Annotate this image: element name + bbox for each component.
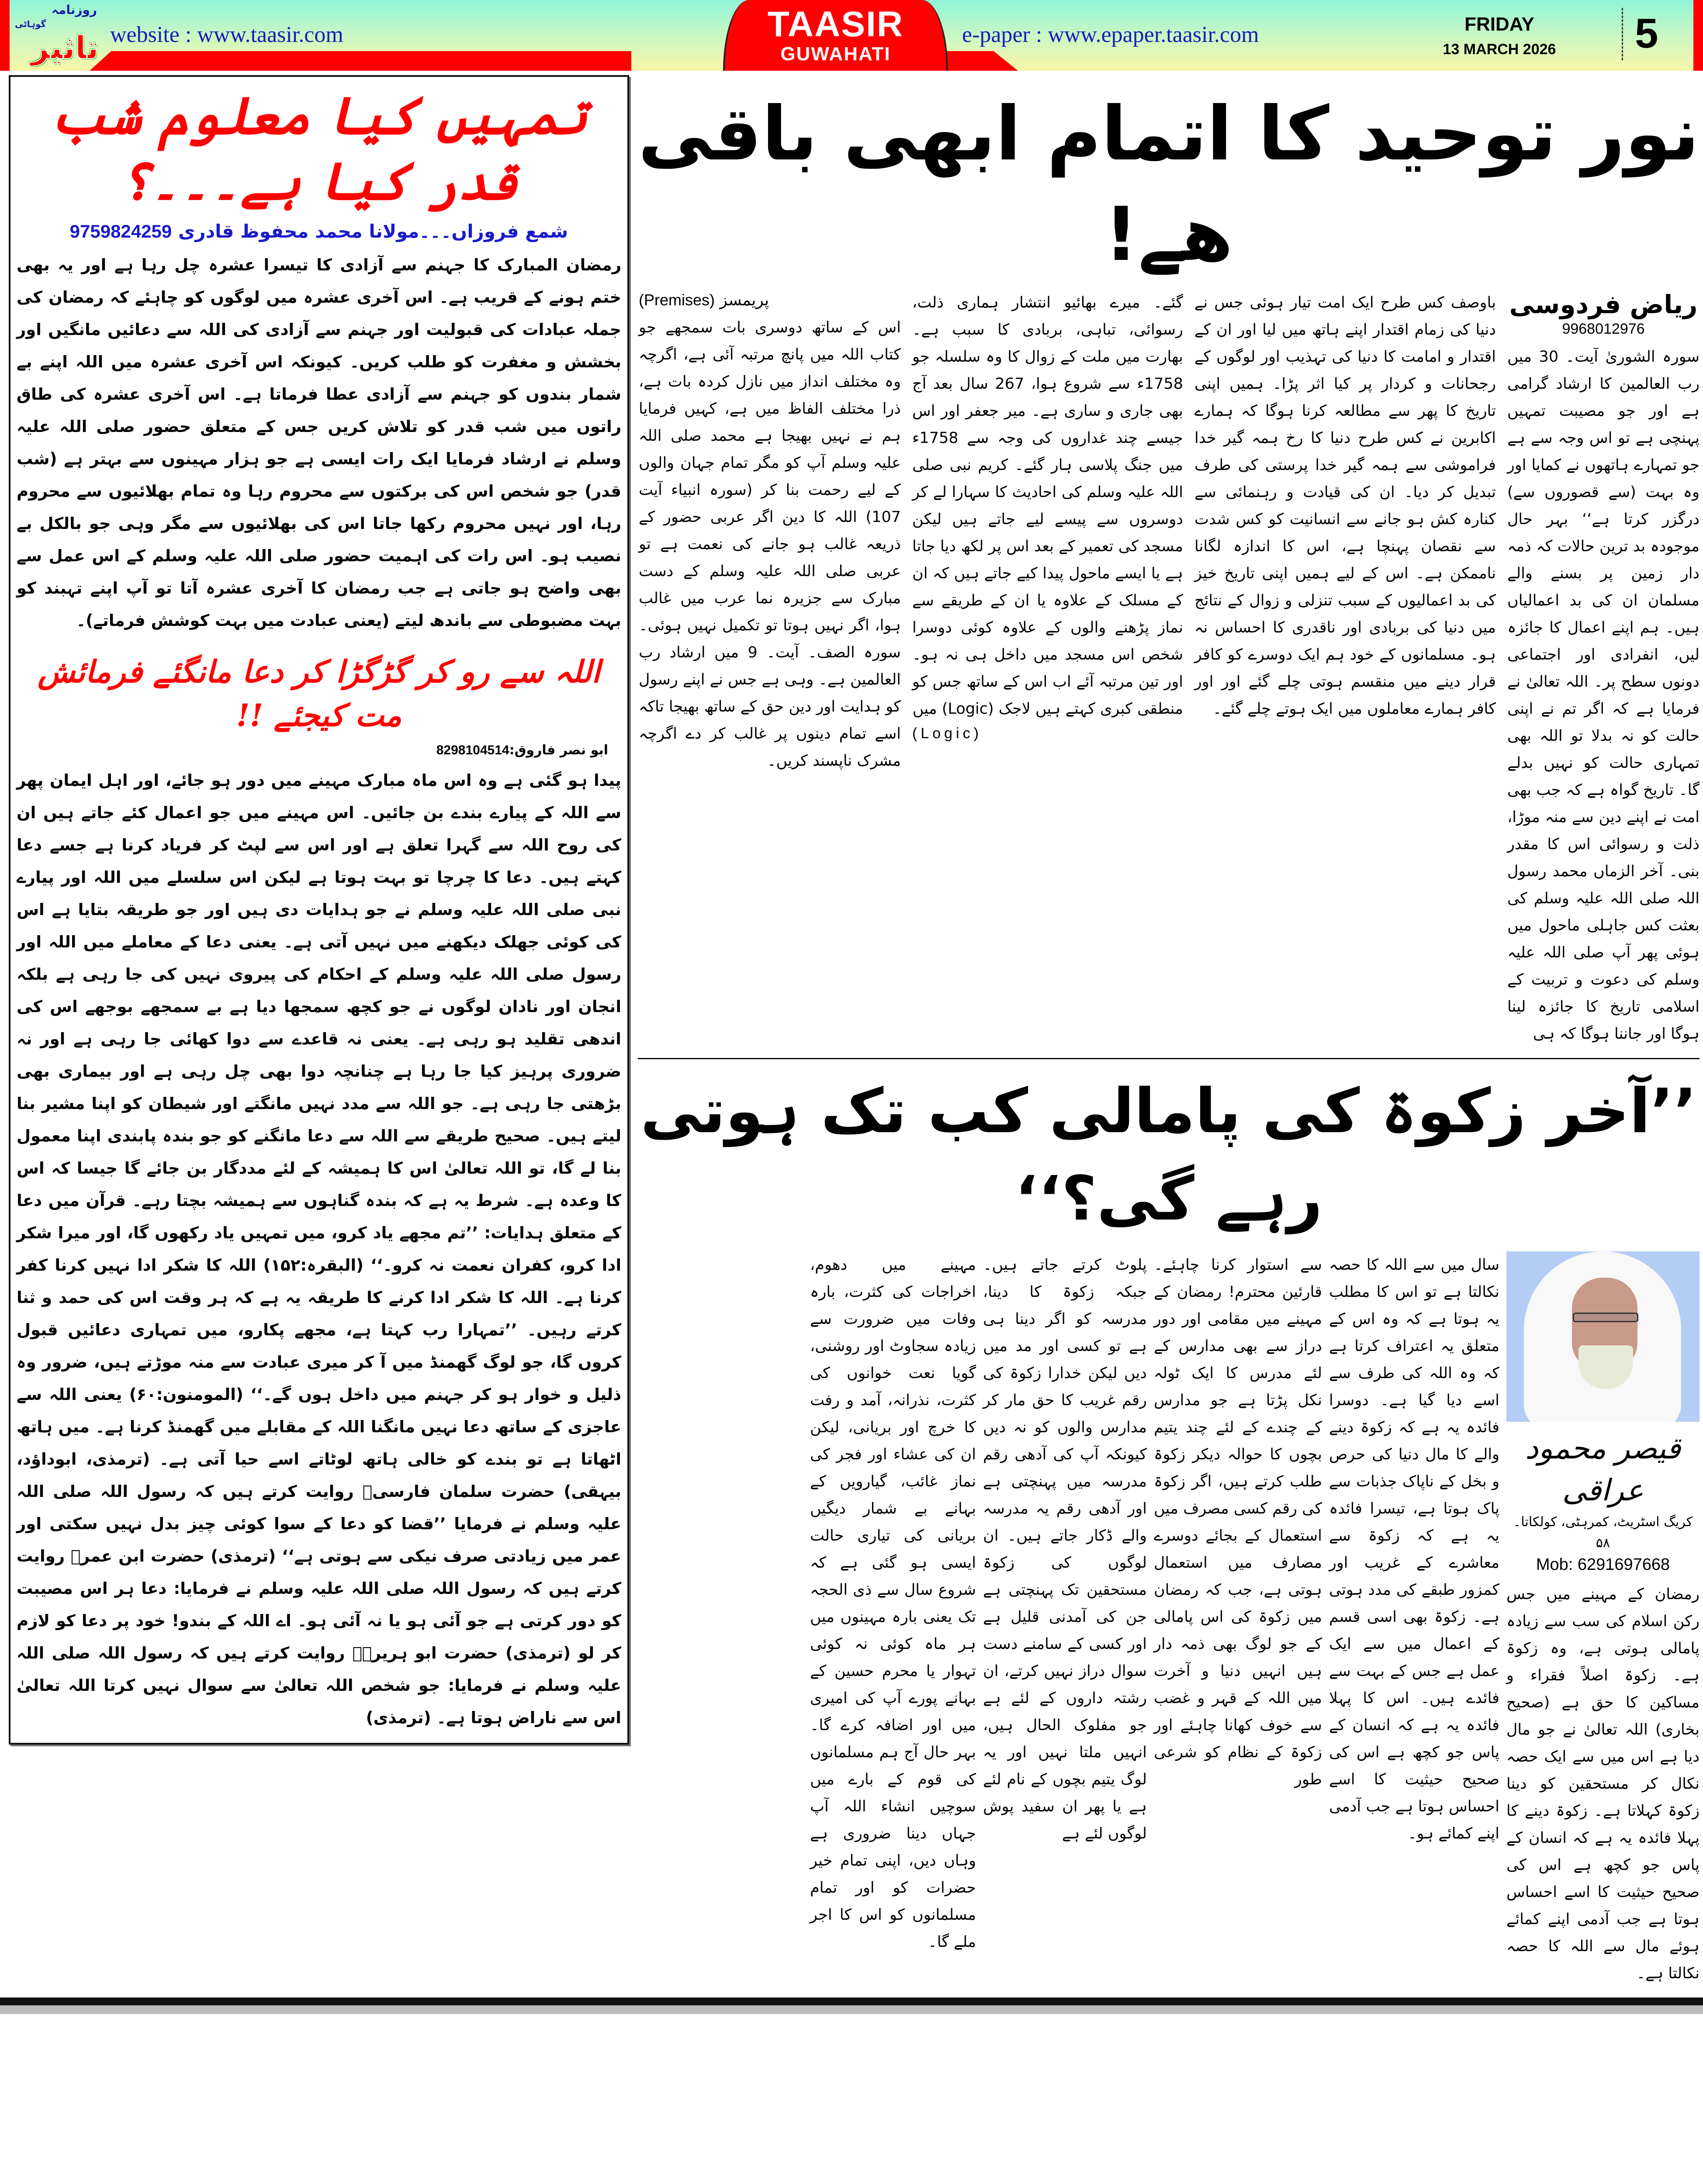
article-2-headline: ’’آخر زکوۃ کی پامالی کب تک ہوتی رہے گی؟‘‘ bbox=[640, 1076, 1697, 1234]
article-1-column-1: سورہ الشوریٰ آیت۔ 30 میں رب العالمین کا ارشاد گرامی ہے اور جو مصیبت تمہیں پہنچی ہے تو اس وجہ سے ہے جو تمہارے ہاتھوں نے کمایا اور وہ بہت (سے قصوروں سے) درگزر کرتا ہے‘‘ بہر حال موجودہ بد ترین حالات کہ ذمہ دار زمین پر بسنے والے مسلمان ان کی بد اعمالیاں ہیں۔ ہم اپنے اعمال کا جائزہ لیں، انفرادی اور اجتماعی دونوں سطح پر۔ اللہ تعالیٰ نے فرمایا ہے کہ اگر تم نے اپنی حالت کو نہ بدلا تو اللہ بھی تمہاری حالت کو نہیں بدلے گا۔ تاریخ گواہ ہے کہ جب بھی امت نے اپنے دین سے منہ موڑا، ذلت و رسوائی اس کا مقدر بنی۔ آخر الزماں محمد رسول اللہ صلی اللہ علیہ وسلم کی بعثت کس جاہلی ماحول میں ہوئی پھر آپ صلی اللہ علیہ وسلم کی دعوت و تربیت کے اسلامی تاریخ کا جائزہ لینا ہوگا اور جاننا ہوگا کہ ہی bbox=[1507, 348, 1700, 1043]
article-2-column-1: رمضان کے مہینے میں جس رکن اسلام کی سب سے زیادہ پامالی ہوتی ہے، وہ زکوۃ ہے۔ زکوۃ اصلاً فقراء و مساکین کا حق ہے (صحیح بخاری) اللہ تعالیٰ نے جو مال دیا ہے اس میں سے ایک حصہ نکال کر مستحقین کو دینا زکوۃ کہلاتا ہے۔ زکوۃ دینے کا پہلا فائدہ یہ ہے کہ انسان کے پاس جو کچھ ہے اس کی صحیح حیثیت کا اسے احساس ہوتا ہے جب آدمی اپنے کمائے ہوئے مال سے اللہ کا حصہ نکالتا ہے۔ bbox=[1506, 1586, 1700, 1982]
page-body bbox=[0, 71, 1703, 1987]
logo-top-text: روزنامہ bbox=[51, 3, 97, 17]
article-2-column-1-wrap bbox=[1506, 1251, 1700, 1987]
masthead-edition: GUWAHATI bbox=[780, 43, 891, 65]
left-article-headline: تمہیں کیا معلوم شب قدر کیا ہے۔۔۔؟ bbox=[50, 85, 588, 211]
website-link[interactable]: website : www.taasir.com bbox=[110, 22, 343, 47]
left-article-byline bbox=[17, 218, 621, 245]
main-articles bbox=[638, 75, 1700, 1987]
author-phone: 9968012976 bbox=[1562, 321, 1645, 337]
author-address: کریگ اسٹریٹ، کمرہٹی، کولکاتا۔۵۸ bbox=[1513, 1514, 1693, 1551]
byline-name: شمع فروزاں۔۔۔مولانا محمد محفوظ قادری bbox=[178, 221, 568, 242]
article-1-column-4-wrap bbox=[639, 289, 901, 1047]
main-headline: نور توحید کا اتمام ابھی باقی ھے! bbox=[638, 91, 1700, 278]
page-number: 5 bbox=[1635, 10, 1658, 57]
masthead-red-band bbox=[90, 51, 631, 71]
second-left-article-body bbox=[17, 764, 621, 1734]
logo-city-text: گوہاٹی bbox=[15, 19, 46, 29]
byline-phone: 9759824259 bbox=[69, 221, 172, 242]
logic-term: (Logic) bbox=[912, 725, 982, 742]
second-left-headline: اللہ سے رو کر گڑگڑا کر دعا مانگئے فرمائش مت کیجئے !! bbox=[38, 653, 600, 733]
article-2-author bbox=[1506, 1428, 1700, 1576]
article-1-column-3-wrap bbox=[912, 289, 1183, 1047]
premises-urdu: پریمسز bbox=[720, 291, 769, 309]
author-phone: Mob: 6291697668 bbox=[1536, 1555, 1670, 1574]
masthead-title-block bbox=[723, 0, 948, 71]
body-text: پیدا ہو گئی ہے وہ اس ماہ مبارک مہینے میں دور ہو جائے، اور اہل ایمان پھر سے اللہ کے پیارے بندے بن جائیں۔ اس مہینے میں جو اعمال کئے جاتے ہیں ان کی روح اللہ سے گہرا تعلق ہے اور اس سے لپٹ کر فریاد کرنا ہے جسے دعا کہتے ہیں۔ دعا کا چرچا تو بہت ہوتا ہے لیکن اس سلسلے میں اللہ اور پیارے نبی صلی اللہ علیہ وسلم نے جو ہدایات دی ہیں اور جو طریقہ بتایا ہے اس کی کوئی جھلک دیکھنے میں نہیں آتی ہے۔ یعنی دعا کے معاملے میں اللہ اور رسول صلی اللہ علیہ وسلم کے احکام کی پیروی نہیں کی جا رہی ہے بلکہ انجان اور نادان لوگوں نے جو کچھ سمجھا دیا ہے بے سمجھے بوجھے اس کی اندھی تقلید ہو رہی ہے۔ یعنی نہ قاعدے سے دوا کھائی جا رہی ہے اور نہ ضروری پرہیز کیا جا رہا ہے چنانچہ دوا بھی چل رہی ہے اور بیماری بھی بڑھتی جا رہی ہے۔ bbox=[17, 771, 622, 1113]
author-name: ریاض فردوسی bbox=[1509, 290, 1698, 319]
article-2-column-5: مہینے میں دھوم، اخراجات کی کثرت، بارہ وفات میں ضرورت سے زیادہ سجاوٹ اور روشنی، گویا نعت خوانوں کی کثرت، نذرانہ، آمد و رفت کا خرچ اور بریانی، لیکن ان کی عشاء اور فجر کی نماز غائب، گیارویں کے بہانے بے شمار دیگیں بریانی کی تیاری حالت ایسی ہو گئی ہے کہ شروع سال سے ذی الحجہ تک یعنی بارہ مہینوں میں ہر ماہ کوئی نہ کوئی تہوار یا محرم حسین کے بہانے پورے آپ کی امیری میں اور اضافہ کرے گا۔ بہر حال آج ہم مسلمانوں کی قوم کے بارے میں سوچیں انشاء اللہ آپ جہاں دینا ضروری ہے وہاں دیں، اپنی تمام خیر حضرات کو اور تمام مسلمانوں کو اس کا اجر ملے گا۔ bbox=[810, 1256, 976, 1951]
issue-date: 13 MARCH 2026 bbox=[1443, 41, 1556, 58]
premises-heading bbox=[639, 289, 901, 311]
article-1 bbox=[638, 75, 1700, 1047]
second-left-byline: ابو نصر فاروق:8298104514 bbox=[436, 743, 608, 758]
article-2-column-3: سے استوار کرنا چاہئے۔ قارئین محترم! رمضان کے مہینے میں مقامی اور دور دراز سے بھی مدارس کے لئے مدرس کا ایک ٹولہ نکل پڑتا ہے جو مدارس کے چندے کے لئے چند یتیم بچوں کا حوالہ دیکر زکوۃ طلب کرتے ہیں، اگر زکوۃ کی رقم کسی مصرف میں استعمال کے بجائے دوسرے مصارف میں استعمال ہوتی ہے، جب کہ رمضان میں زکوۃ کی اس پامالی کے جو لوگ بھی ذمہ دار ہیں انہیں دنیا و آخرت میں اللہ کے قہر و غضب سے خوف کھانا چاہئے اور زکوۃ کے نظام کو شرعی طور bbox=[1154, 1256, 1322, 1788]
article-1-column-2: باوصف کس طرح ایک امت تیار ہوئی جس نے دنیا کی زمام اقتدار اپنے ہاتھ میں لیا اور ان کے اقتدار و امامت کا دنیا کی تہذیب اور لوگوں کے رجحانات و کردار پر کیا اثر پڑا۔ ہمیں اپنی تاریخ کا پھر سے مطالعہ کرنا ہوگا کہ ہمارے اکابرین نے کس طرح دنیا کا رخ ہمہ گیر خدا فراموشی سے ہمہ گیر خدا پرستی کی طرف تبدیل کر دیا۔ ان کی قیادت و رہنمائی سے کنارہ کش ہو جانے سے انسانیت کو کس شدت سے نقصان پہنچا ہے، اس کا اندازہ لگانا ناممکن ہے۔ اس کے لیے ہمیں اپنی تاریخ خیز کی بد اعمالیوں کے سبب تنزلی و زوال کے نتائج میں دنیا کی بربادی اور ناقدری کا احساس نہ ہو۔ مسلمانوں کے خود ہم ایک دوسرے کو کافر قرار دینے میں منقسم ہوتی چلے گئے اور اور کافر ہمارے معاملوں میں ایک ہوتے چلے گئے۔ bbox=[1194, 294, 1496, 718]
taasir-urdu-logo bbox=[13, 2, 100, 69]
author-photo bbox=[1506, 1251, 1700, 1422]
article-2-columns bbox=[638, 1251, 1700, 1987]
epaper-link[interactable]: e-paper : www.epaper.taasir.com bbox=[962, 22, 1259, 47]
footer-shade bbox=[0, 2005, 1703, 2014]
author-name: قیصر محمود عراقی bbox=[1525, 1431, 1681, 1508]
premises-english: (Premises) bbox=[639, 291, 715, 309]
article-2-column-4: پلوٹ کرتے جاتے ہیں۔ جبکہ زکوۃ کا دینا، مدرسہ کو اگر دینا ہی ہے تو کسی اور مد میں دیں لیکن خدارا زکوۃ کی رقم غریب کا حق مار کر مدارس والوں کو نہ دیں کیونکہ آپ کی آدھی رقم مدرسہ میں پہنچتی ہے اور آدھی رقم یہ مدرسہ والے ڈکار جاتے ہیں۔ ان لوگوں کی زکوۃ مستحقین تک پہنچتی ہے جن کی آمدنی قلیل ہے اور کسی کے سامنے دست سوال دراز نہیں کرتے، ان رشتہ داروں کے لئے ہے جو مفلوک الحال ہیں، انہیں ملتا نہیں اور یہ لوگ یتیم بچوں کے نام لئے ہے یا پھر ان سفید پوش لوگوں لئے ہے bbox=[983, 1256, 1147, 1842]
logo-name-text: تاثیر bbox=[31, 29, 99, 66]
section-divider bbox=[638, 1058, 1700, 1059]
article-2 bbox=[638, 1064, 1700, 1987]
masthead-divider bbox=[1622, 8, 1623, 60]
byline-name: ابو نصر فاروق bbox=[514, 743, 608, 758]
masthead-title: TAASIR bbox=[767, 4, 904, 44]
article-1-column-4: اس کے ساتھ دوسری بات سمجھے جو کتاب اللہ میں پانچ مرتبہ آئی ہے، اگرچہ وہ مختلف انداز میں نازل کردہ بات ہے، ذرا مختلف الفاظ میں ہے، کہیں فرمایا ہم نے نہیں بھیجا ہے محمد صلی اللہ علیہ وسلم آپ کو مگر تمام جہان والوں کے لیے رحمت بنا کر (سورہ انبیاء آیت 107) اللہ کا دین اگر عربی حضور کے ذریعہ غالب ہو جانے کی نعمت ہے تو عربی صلی اللہ علیہ وسلم کے دست مبارک سے جزیرہ نما عرب میں غالب ہوا، اگر نہیں ہوتا تو تکمیل نہیں ہوئی۔ سورہ الصف۔ آیت۔ 9 میں ارشاد رب العالمین ہے۔ وہی ہے جس نے اپنے رسول کو ہدایت اور دین حق کے ساتھ بھیجا تاکہ اسے تمام دینوں پر غالب کر دے اگرچہ مشرک ناپسند کریں۔ bbox=[639, 319, 901, 770]
masthead bbox=[0, 0, 1703, 71]
body-text: جو اللہ سے مدد نہیں مانگتے اور شیطان کو اپنا مشیر بنا لیتے ہیں۔ صحیح طریقے سے اللہ سے دعا مانگنے کو جو بندہ پابندی اپنا معمول بنا لے گا، تو اللہ تعالیٰ اس کا ہمیشہ کے لئے مددگار بن جائے گا جیسا کہ اس کا وعدہ ہے۔ شرط یہ ہے کہ بندہ گناہوں سے ہمیشہ بچتا رہے۔ قرآن میں دعا کے متعلق ہدایات: ’’تم مجھے یاد کرو، میں تمہیں یاد رکھوں گا، اور میرا شکر ادا کرو، کفران نعمت نہ کرو۔‘‘ (البقرہ:۱۵۲) اللہ کا شکر ادا نہیں کرنا کفر کرنا ہے۔ اللہ کا شکر ادا کرنے کا طریقہ یہ ہے کہ ہر وقت اس کی حمد و ثنا کرتے رہیں۔ ’’تمہارا رب کہتا ہے، مجھے پکارو، میں تمہاری دعائیں قبول کروں گا، جو لوگ گھمنڈ میں آ کر میری عبادت سے منہ موڑتے ہیں، ضرور وہ ذلیل و خوار ہو کر جہنم میں داخل ہوں گے۔‘‘ (المومنون:۶۰) یعنی اللہ سے عاجزی کے ساتھ دعا نہیں مانگنا اللہ کے مقابلے میں گھمنڈ کرنا ہے۔ میں ہاتھ اٹھاتا ہے تو بندے کو خالی ہاتھ لوٹاتے اسے حیا آتی ہے۔ (ترمذی، ابوداؤد، بیہقی) حضرت سلمان فارسیؓ روایت کرتے ہیں کہ رسول اللہ صلی اللہ علیہ وسلم نے فرمایا ’’قضا کو دعا کے سوا کوئی چیز بدل نہیں سکتی اور عمر میں زیادتی صرف نیکی سے ہوتی ہے‘‘ (ترمذی) حضرت ابن عمرؓ روایت کرتے ہیں کہ رسول اللہ صلی اللہ علیہ وسلم نے فرمایا: دعا ہر اس مصیبت کو دور کرتی ہے جو آئی ہو یا نہ آئی ہو۔ اے اللہ کے بندو! خود پر دعا کو لازم کر لو (ترمذی) حضرت ابو ہریرہؓ روایت کرتے ہیں کہ رسول اللہ صلی اللہ علیہ وسلم نے فرمایا: جو شخص اللہ تعالیٰ سے سوال نہیں کرتا اللہ تعالیٰ اس سے ناراض ہوتا ہے۔ (ترمذی) bbox=[17, 1094, 622, 1727]
left-article-box bbox=[9, 75, 629, 1745]
left-article-body: رمضان المبارک کا جہنم سے آزادی کا تیسرا عشرہ چل رہا ہے اور یہ بھی ختم ہونے کے قریب ہے۔ اس آخری عشرہ میں لوگوں کو چاہئے کہ رمضان کی جملہ عبادات کی قبولیت اور جہنم سے آزادی کی اللہ سے دعائیں مانگیں اور بخشش و مغفرت کو طلب کریں۔ کیونکہ اس آخری عشرہ میں اللہ اپنے بے شمار بندوں کو جہنم سے آزادی عطا فرماتا ہے۔ اس آخری عشرہ کی طاق راتوں میں شب قدر کو تلاش کریں جس کے متعلق حضور صلی اللہ علیہ وسلم نے ارشاد فرمایا ایک رات ایسی ہے جو ہزار مہینوں سے بہتر ہے (شب قدر) جو شخص اس کی برکتوں سے محروم رہا وہ تمام بھلائیوں سے محروم رہا، اور نہیں محروم رکھا جاتا اس کی بھلائیوں سے مگر وہی جو بالکل بے نصیب ہو۔ اس رات کی اہمیت حضور صلی اللہ علیہ وسلم کے اس عمل سے بھی واضح ہو جاتی ہے جب رمضان کا آخری عشرہ آتا تو آپ اپنے تہبند کو بہت مضبوطی سے باندھ لیتے (یعنی عبادت میں بہت کوشش فرماتے)۔ bbox=[17, 256, 621, 630]
issue-day: FRIDAY bbox=[1464, 14, 1534, 35]
article-1-columns bbox=[638, 289, 1700, 1047]
byline-phone: 8298104514 bbox=[436, 743, 509, 757]
article-1-author bbox=[1507, 289, 1700, 338]
photo-glasses bbox=[1573, 1313, 1638, 1322]
article-2-column-2: سال میں سے اللہ کا حصہ نکالتا ہے تو اس کا مطلب یہ ہوتا ہے کہ وہ اس کے متعلق یہ اعتراف کرتا ہے کہ وہ اللہ کی طرف سے اسے دیا گیا ہے۔ دوسرا فائدہ یہ ہے کہ زکوۃ دینے والے کا مال دنیا کی حرص و بخل کے ناپاک جذبات سے پاک ہوتا ہے، تیسرا فائدہ یہ ہے کہ زکوۃ سے معاشرے کے غریب اور کمزور طبقے کی مدد ہوتی ہے۔ زکوۃ بھی اسی قسم کے اعمال میں سے ایک عمل ہے جس کے بہت سے فائدے ہیں۔ اس کا پہلا فائدہ یہ ہے کہ انسان کے پاس جو کچھ ہے اس کی صحیح حیثیت کا اسے احساس ہوتا ہے جب آدمی اپنے کمائے ہو۔ bbox=[1329, 1256, 1499, 1842]
article-1-column-3: گئے۔ میرے بھائیو انتشار ہماری ذلت، رسوائی، تباہی، بربادی کا سبب ہے۔ بھارت میں ملت کے زوال کا وہ سلسلہ جو 1758ء سے شروع ہوا، 267 سال بعد آج بھی جاری و ساری ہے۔ میر جعفر اور اس جیسے چند غداروں کی وجہ سے 1758ء میں جنگ پلاسی ہار گئے۔ کریم نبی صلی اللہ علیہ وسلم کی احادیث کا سہارا لے کر دوسروں سے پیسے لیے جاتے ہیں لیکن مسجد کی تعمیر کے بعد اس پر لکھ دیا جاتا ہے یا ایسے ماحول پیدا کیے جاتے ہیں کہ ان کے مسلک کے علاوہ یا ان کے طریقے سے نماز پڑھنے والوں کے علاوہ کوئی دوسرا شخص اس مسجد میں داخل ہی نہ ہو۔ اور تین مرتبہ آئے اب اس کے ساتھ جس کو منطقی کبری کہتے ہیں لاجک (Logic) میں bbox=[912, 294, 1183, 718]
article-1-column-1-wrap bbox=[1507, 289, 1700, 1047]
footer-rule bbox=[0, 1997, 1703, 2005]
